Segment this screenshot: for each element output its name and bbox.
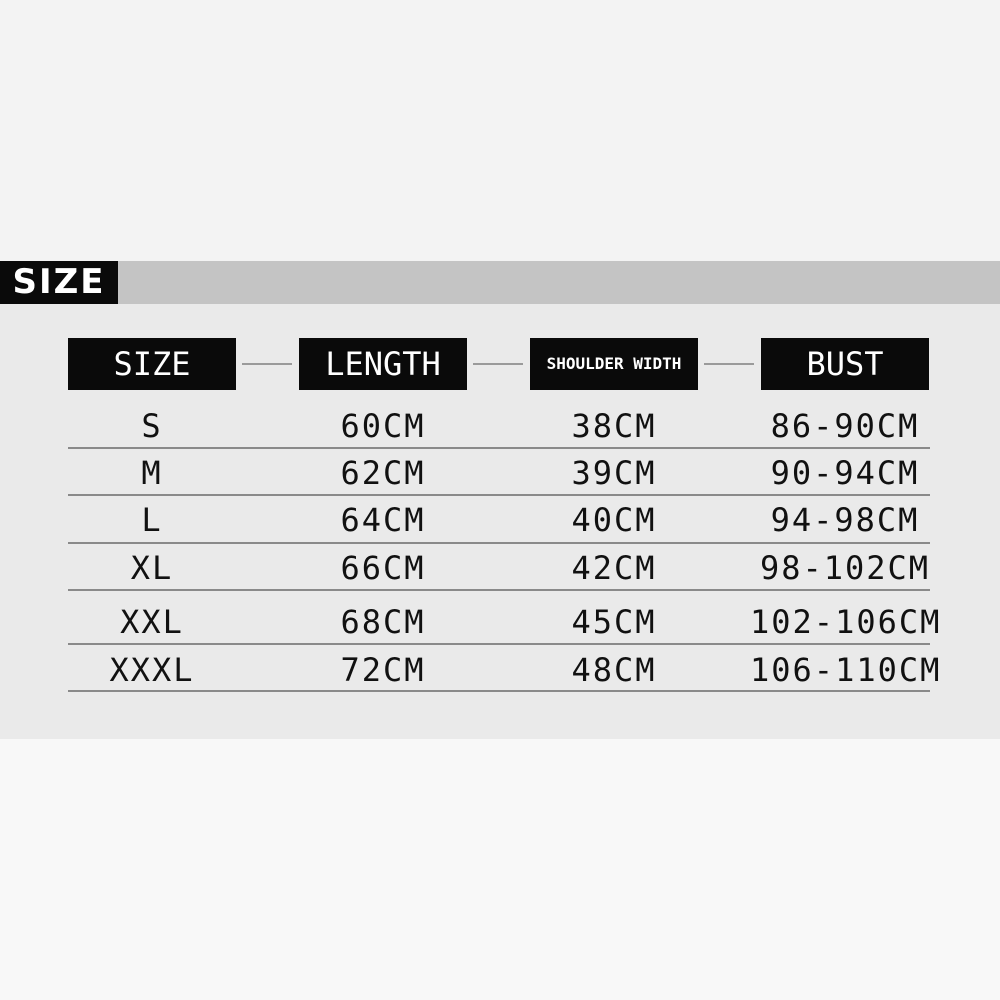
cell-length: 66CM: [340, 549, 426, 587]
cell-bust: 90-94CM: [770, 454, 920, 492]
cell-length: 62CM: [340, 454, 426, 492]
row-divider: [68, 542, 930, 544]
row-divider: [68, 690, 930, 692]
row-divider: [68, 643, 930, 645]
cell-shoulder-width: 40CM: [571, 501, 657, 539]
row-divider: [68, 447, 930, 449]
cell-size: XXXL: [109, 651, 195, 689]
cell-bust: 98-102CM: [759, 549, 931, 587]
cell-length: 64CM: [340, 501, 426, 539]
cell-length: 60CM: [340, 407, 426, 445]
cell-size: M: [141, 454, 163, 492]
cell-shoulder-width: 45CM: [571, 603, 657, 641]
cell-size: S: [141, 407, 163, 445]
cell-bust: 94-98CM: [770, 501, 920, 539]
cell-size: XXL: [120, 603, 184, 641]
header-connector: [704, 363, 754, 365]
cell-bust: 106-110CM: [750, 651, 942, 689]
header-connector: [473, 363, 523, 365]
cell-length: 72CM: [340, 651, 426, 689]
page-title: SIZE: [0, 261, 118, 304]
title-bar: [0, 261, 1000, 304]
header-shoulder-width: SHOULDER WIDTH: [530, 338, 698, 390]
top-background: [0, 0, 1000, 261]
cell-size: L: [141, 501, 163, 539]
header-size: SIZE: [68, 338, 236, 390]
cell-size: XL: [130, 549, 174, 587]
cell-shoulder-width: 38CM: [571, 407, 657, 445]
cell-shoulder-width: 48CM: [571, 651, 657, 689]
cell-bust: 86-90CM: [770, 407, 920, 445]
row-divider: [68, 589, 930, 591]
header-connector: [242, 363, 292, 365]
bottom-background: [0, 739, 1000, 1000]
cell-shoulder-width: 42CM: [571, 549, 657, 587]
header-length: LENGTH: [299, 338, 467, 390]
header-bust: BUST: [761, 338, 929, 390]
cell-shoulder-width: 39CM: [571, 454, 657, 492]
cell-bust: 102-106CM: [750, 603, 942, 641]
row-divider: [68, 494, 930, 496]
cell-length: 68CM: [340, 603, 426, 641]
